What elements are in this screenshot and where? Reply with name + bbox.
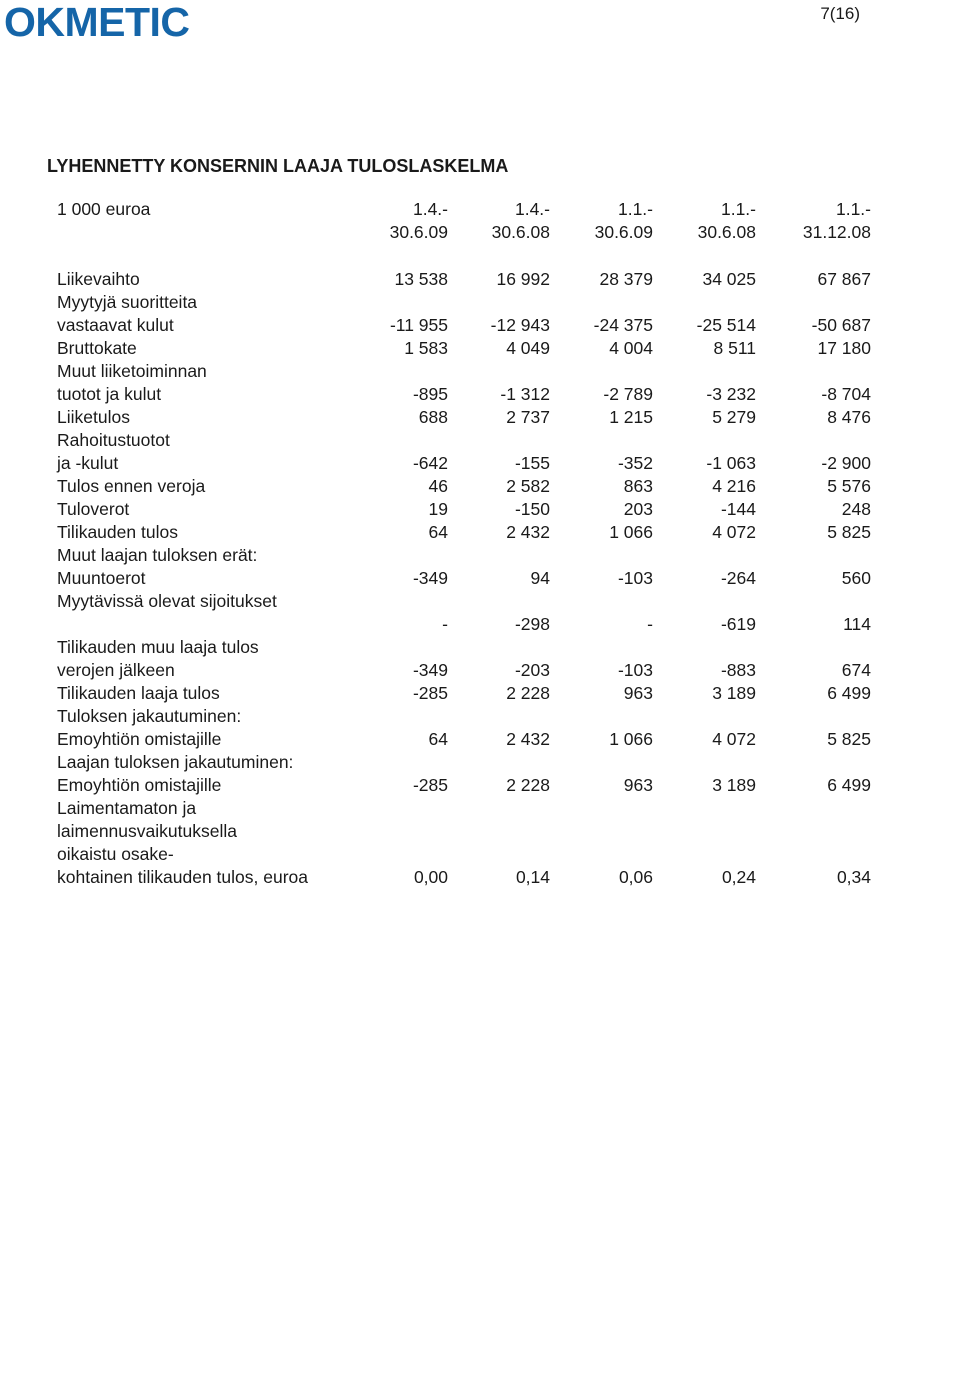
table-row: [57, 429, 879, 452]
row-value: [756, 820, 871, 843]
row-value: 0,00: [413, 867, 448, 887]
row-label: Tuloverot: [57, 499, 130, 519]
row-label: Muut liiketoiminnan: [57, 361, 207, 381]
row-value: -285: [412, 683, 448, 703]
row-label: Liikevaihto: [57, 269, 140, 289]
row-value: 17 180: [817, 338, 871, 358]
table-row: [57, 797, 879, 820]
row-value: [756, 705, 871, 728]
row-value: 64: [428, 522, 448, 542]
row-label: ja -kulut: [57, 453, 119, 473]
row-value: 94: [530, 568, 550, 588]
table-row: [57, 613, 879, 636]
row-label: Liiketulos: [57, 407, 130, 427]
row-value: [550, 751, 653, 774]
row-label: Emoyhtiön omistajille: [57, 775, 222, 795]
row-value: 6 499: [827, 683, 871, 703]
row-value: [357, 360, 448, 383]
row-label: Bruttokate: [57, 338, 137, 358]
row-value: 2 228: [506, 775, 550, 795]
row-value: [550, 843, 653, 866]
row-label: tuotot ja kulut: [57, 384, 162, 404]
row-value: 19: [428, 499, 448, 519]
row-value: -2 900: [821, 453, 871, 473]
row-value: [653, 820, 756, 843]
row-value: -: [647, 614, 653, 634]
table-row: [57, 636, 879, 659]
row-value: [448, 636, 550, 659]
row-value: [357, 590, 448, 613]
row-value: [357, 636, 448, 659]
row-value: 13 538: [394, 269, 448, 289]
row-value: [756, 429, 871, 452]
row-value: [550, 820, 653, 843]
row-value: [550, 797, 653, 820]
row-value: [550, 636, 653, 659]
row-value: -8 704: [821, 384, 871, 404]
row-value: -: [442, 614, 448, 634]
row-value: 5 825: [827, 522, 871, 542]
row-value: 64: [428, 729, 448, 749]
unit-label: 1 000 euroa: [57, 199, 151, 219]
row-value: 2 582: [506, 476, 550, 496]
row-value: -25 514: [696, 315, 756, 335]
table-row: [57, 705, 879, 728]
row-value: [448, 544, 550, 567]
row-value: [448, 291, 550, 314]
row-value: [550, 291, 653, 314]
row-value: [448, 820, 550, 843]
row-value: 1 215: [609, 407, 653, 427]
table-row: [57, 659, 879, 682]
row-value: 0,14: [515, 867, 550, 887]
table-row: [57, 590, 879, 613]
row-value: 114: [843, 614, 871, 634]
row-label: Myytyjä suoritteita: [57, 292, 198, 312]
row-value: -895: [412, 384, 448, 404]
row-value: [653, 705, 756, 728]
row-value: 4 049: [506, 338, 550, 358]
row-value: [448, 705, 550, 728]
row-value: 2 228: [506, 683, 550, 703]
row-value: -349: [412, 568, 448, 588]
column-header: 1.1.- 30.6.08: [697, 199, 756, 242]
row-value: -24 375: [593, 315, 653, 335]
company-logo: OKMETIC: [4, 0, 190, 45]
row-value: 46: [428, 476, 448, 496]
row-value: [756, 590, 871, 613]
row-value: -883: [720, 660, 756, 680]
row-value: 2 432: [506, 522, 550, 542]
row-value: 863: [623, 476, 653, 496]
table-row: [57, 383, 879, 406]
row-value: 34 025: [702, 269, 756, 289]
row-value: 1 583: [404, 338, 448, 358]
row-value: [357, 705, 448, 728]
table-row: [57, 774, 879, 797]
row-value: [756, 751, 871, 774]
row-value: 1 066: [609, 729, 653, 749]
row-value: 4 004: [609, 338, 653, 358]
table-row: [57, 820, 879, 843]
row-value: 28 379: [599, 269, 653, 289]
table-row: [57, 360, 879, 383]
column-header: 1.1.- 30.6.09: [594, 199, 653, 242]
row-value: 3 189: [712, 775, 756, 795]
row-value: -12 943: [490, 315, 550, 335]
row-value: 0,06: [618, 867, 653, 887]
table-header: [57, 198, 879, 244]
row-value: [550, 360, 653, 383]
row-value: [448, 590, 550, 613]
table-row: [57, 682, 879, 705]
row-value: 1 066: [609, 522, 653, 542]
row-value: [756, 360, 871, 383]
row-value: 4 216: [712, 476, 756, 496]
page-number: 7(16): [820, 4, 860, 23]
row-label: laimennusvaikutuksella: [57, 821, 237, 841]
row-value: -619: [720, 614, 756, 634]
row-value: [550, 590, 653, 613]
row-value: -103: [617, 568, 653, 588]
row-value: 6 499: [827, 775, 871, 795]
row-value: -264: [720, 568, 756, 588]
row-value: 2 737: [506, 407, 550, 427]
row-value: -103: [617, 660, 653, 680]
table-row: [57, 498, 879, 521]
table-row: [57, 567, 879, 590]
row-value: -298: [514, 614, 550, 634]
row-value: [756, 636, 871, 659]
row-label: Tuloksen jakautuminen:: [57, 706, 242, 726]
table-row: [57, 452, 879, 475]
row-value: [653, 360, 756, 383]
row-value: [357, 544, 448, 567]
row-value: 5 576: [827, 476, 871, 496]
row-value: [756, 291, 871, 314]
row-label: Myytävissä olevat sijoitukset: [57, 591, 277, 611]
row-value: 8 511: [713, 338, 756, 358]
row-value: [448, 797, 550, 820]
row-value: [653, 544, 756, 567]
row-value: -50 687: [811, 315, 871, 335]
row-value: 203: [623, 499, 653, 519]
row-value: 16 992: [496, 269, 550, 289]
row-label: Laimentamaton ja: [57, 798, 197, 818]
row-value: 4 072: [712, 522, 756, 542]
row-value: -1 063: [706, 453, 756, 473]
row-label: Tilikauden laaja tulos: [57, 683, 220, 703]
row-label: Tilikauden tulos: [57, 522, 178, 542]
column-header: 1.4.- 30.6.08: [491, 199, 550, 242]
row-value: 560: [841, 568, 871, 588]
row-value: [756, 797, 871, 820]
row-value: 688: [418, 407, 448, 427]
statement-title: LYHENNETTY KONSERNIN LAAJA TULOSLASKELMA: [47, 156, 509, 176]
row-value: [357, 429, 448, 452]
income-statement-table: [57, 198, 879, 889]
row-value: [357, 797, 448, 820]
row-value: 4 072: [712, 729, 756, 749]
row-value: -352: [617, 453, 653, 473]
row-value: [756, 544, 871, 567]
table-row: [57, 337, 879, 360]
table-row: [57, 751, 879, 774]
row-value: [653, 797, 756, 820]
row-label: Laajan tuloksen jakautuminen:: [57, 752, 294, 772]
table-row: [57, 866, 879, 889]
row-label: Muuntoerot: [57, 568, 146, 588]
row-value: [550, 705, 653, 728]
row-value: [653, 291, 756, 314]
row-value: 0,34: [836, 867, 871, 887]
row-value: 674: [841, 660, 871, 680]
row-value: [550, 429, 653, 452]
row-value: 67 867: [817, 269, 871, 289]
row-value: [550, 544, 653, 567]
row-value: 5 279: [712, 407, 756, 427]
row-value: 0,24: [721, 867, 756, 887]
row-value: [653, 429, 756, 452]
row-value: [653, 843, 756, 866]
table-row: [57, 268, 879, 291]
row-value: [653, 751, 756, 774]
row-value: [357, 751, 448, 774]
row-label: verojen jälkeen: [57, 660, 175, 680]
table-row: [57, 314, 879, 337]
row-value: -3 232: [706, 384, 756, 404]
row-label: vastaavat kulut: [57, 315, 174, 335]
table-row: [57, 521, 879, 544]
table-row: [57, 406, 879, 429]
row-value: [653, 636, 756, 659]
row-value: -349: [412, 660, 448, 680]
row-value: [448, 751, 550, 774]
table-row: [57, 843, 879, 866]
column-header: 1.1.- 31.12.08: [802, 199, 871, 242]
row-value: 8 476: [827, 407, 871, 427]
table-row: [57, 728, 879, 751]
row-value: -285: [412, 775, 448, 795]
row-label: Tulos ennen veroja: [57, 476, 206, 496]
row-value: [448, 843, 550, 866]
row-value: 3 189: [712, 683, 756, 703]
row-value: -2 789: [603, 384, 653, 404]
row-value: 963: [623, 775, 653, 795]
column-header: 1.4.- 30.6.09: [389, 199, 448, 242]
table-row: [57, 291, 879, 314]
row-value: [357, 820, 448, 843]
row-value: -155: [514, 453, 550, 473]
row-value: [653, 590, 756, 613]
row-value: -150: [514, 499, 550, 519]
row-value: -11 955: [389, 315, 448, 335]
row-value: -642: [412, 453, 448, 473]
row-value: -1 312: [500, 384, 550, 404]
row-value: 248: [841, 499, 871, 519]
row-value: [448, 429, 550, 452]
row-label: oikaistu osake-: [57, 844, 174, 864]
row-value: 963: [623, 683, 653, 703]
row-label: Tilikauden muu laaja tulos: [57, 637, 259, 657]
row-value: -144: [720, 499, 756, 519]
row-label: Muut laajan tuloksen erät:: [57, 545, 258, 565]
row-label: Rahoitustuotot: [57, 430, 170, 450]
row-value: [448, 360, 550, 383]
row-value: 5 825: [827, 729, 871, 749]
table-row: [57, 475, 879, 498]
row-value: -203: [514, 660, 550, 680]
row-label: kohtainen tilikauden tulos, euroa: [57, 867, 309, 887]
row-value: [756, 843, 871, 866]
row-label: [57, 613, 357, 636]
row-label: Emoyhtiön omistajille: [57, 729, 222, 749]
row-value: [357, 291, 448, 314]
row-value: 2 432: [506, 729, 550, 749]
table-body: [57, 268, 879, 889]
table-row: [57, 544, 879, 567]
row-value: [357, 843, 448, 866]
